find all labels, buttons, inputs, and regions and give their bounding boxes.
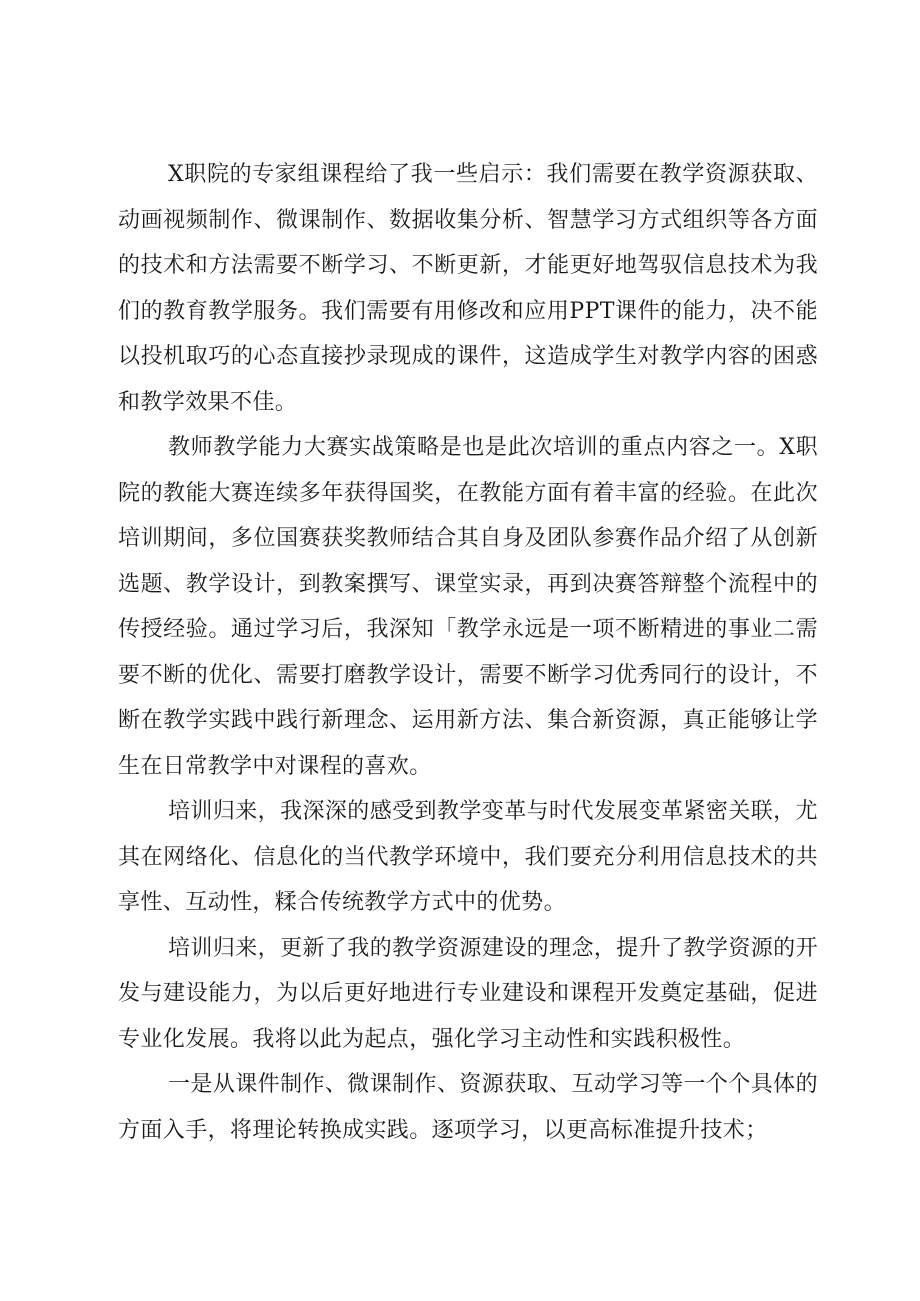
- paragraph-4: 培训归来，更新了我的教学资源建设的理念，提升了教学资源的开发与建设能力，为以后更好地进行专业建设和课程开发奠定基础，促进专业化发展。我将以此为起点，强化学习主动性和实践积极性。: [118, 935, 818, 1052]
- paragraph-2: 教师教学能力大赛实战策略是也是此次培训的重点内容之一。X职院的教能大赛连续多年获得国奖，在教能方面有着丰富的经验。在此次培训期间，多位国赛获奖教师结合其自身及团队参赛作品介绍了从创新选题、教学设计，到教案撰写、课堂实录，再到决赛答辩整个流程中的传授经验。通过学习后，我深知「教学永远是一项不断精进的事业二需要不断的优化、需要打磨教学设计，需要不断学习优秀同行的设计，不断在教学实践中践行新理念、运用新方法、集合新资源，真正能够让学生在日常教学中对课程的喜欢。: [118, 435, 818, 779]
- paragraph-5: 一是从课件制作、微课制作、资源获取、互动学习等一个个具体的方面入手，将理论转换成实践。逐项学习，以更高标准提升技术；: [118, 1072, 818, 1143]
- paragraph-3: 培训归来，我深深的感受到教学变革与时代发展变革紧密关联，尤其在网络化、信息化的当代教学环境中，我们要充分利用信息技术的共享性、互动性，糅合传统教学方式中的优势。: [118, 799, 818, 915]
- document-body: [118, 152, 818, 1153]
- paragraph-1: X职院的专家组课程给了我一些启示：我们需要在教学资源获取、动画视频制作、微课制作、数据收集分析、智慧学习方式组织等各方面的技术和方法需要不断学习、不断更新，才能更好地驾驭信息技术为我们的教育教学服务。我们需要有用修改和应用PPT课件的能力，决不能以投机取巧的心态直接抄录现成的课件，这造成学生对教学内容的困惑和教学效果不佳。: [118, 162, 818, 415]
